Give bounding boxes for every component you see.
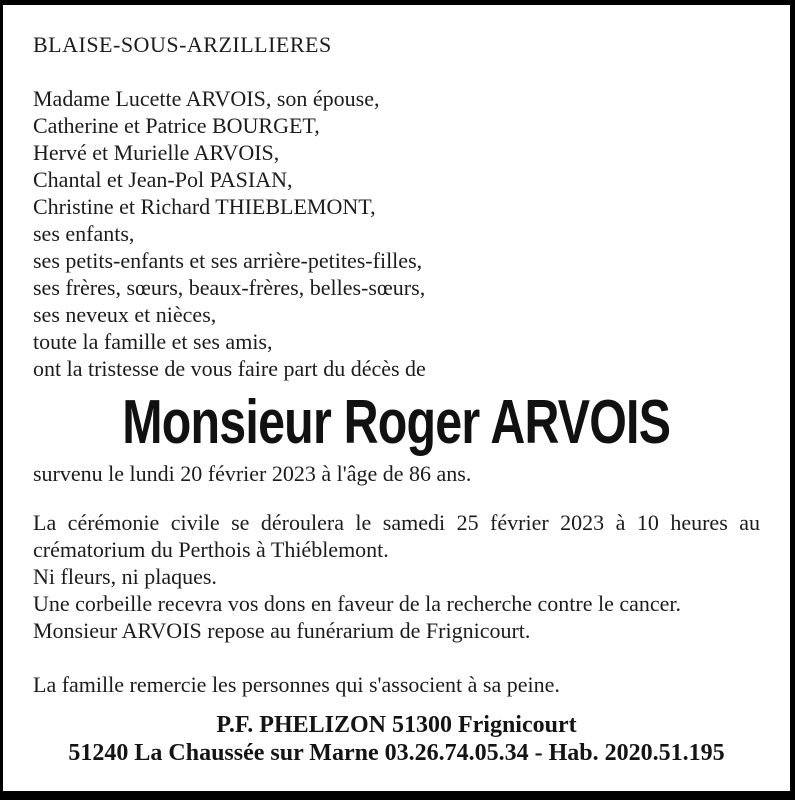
family-list [33, 85, 760, 382]
family-line: Christine et Richard THIEBLEMONT, [33, 194, 376, 219]
funeral-home-address-line: 51240 La Chaussée sur Marne 03.26.74.05.34 - Hab. 2020.51.195 [68, 740, 725, 766]
family-line: ses enfants, [33, 221, 135, 246]
family-line: Madame Lucette ARVOIS, son épouse, [33, 86, 380, 111]
family-line: Hervé et Murielle ARVOIS, [33, 140, 280, 165]
commune-heading: BLAISE-SOUS-ARZILLIERES [33, 32, 332, 57]
ceremony-paragraph: Une corbeille recevra vos dons en faveur de la recherche contre le cancer. [33, 591, 682, 616]
family-thanks-line: La famille remercie les personnes qui s'associent à sa peine. [33, 672, 560, 697]
death-date-line: survenu le lundi 20 février 2023 à l'âge de 86 ans. [33, 461, 472, 486]
family-line: Catherine et Patrice BOURGET, [33, 113, 320, 138]
deceased-name-block [33, 388, 760, 458]
family-line: ses frères, sœurs, beaux-frères, belles-sœurs, [33, 275, 426, 300]
family-line: toute la famille et ses amis, [33, 329, 273, 354]
deceased-name: Monsieur Roger ARVOIS [122, 388, 671, 457]
ceremony-paragraph: Ni fleurs, ni plaques. [33, 564, 217, 589]
family-line: ses neveux et nièces, [33, 302, 217, 327]
family-line: Chantal et Jean-Pol PASIAN, [33, 167, 293, 192]
funeral-home-name-line: P.F. PHELIZON 51300 Frignicourt [216, 712, 577, 738]
ceremony-details [33, 509, 760, 644]
ceremony-paragraph: Monsieur ARVOIS repose au funérarium de Frignicourt. [33, 618, 531, 643]
ceremony-paragraph: La cérémonie civile se déroulera le samedi 25 février 2023 à 10 heures au crématorium du Perthois à Thiéblemont. [33, 510, 760, 562]
family-line: ses petits-enfants et ses arrière-petites-filles, [33, 248, 423, 273]
family-line: ont la tristesse de vous faire part du décès de [33, 356, 426, 381]
funeral-home-footer [33, 711, 760, 767]
